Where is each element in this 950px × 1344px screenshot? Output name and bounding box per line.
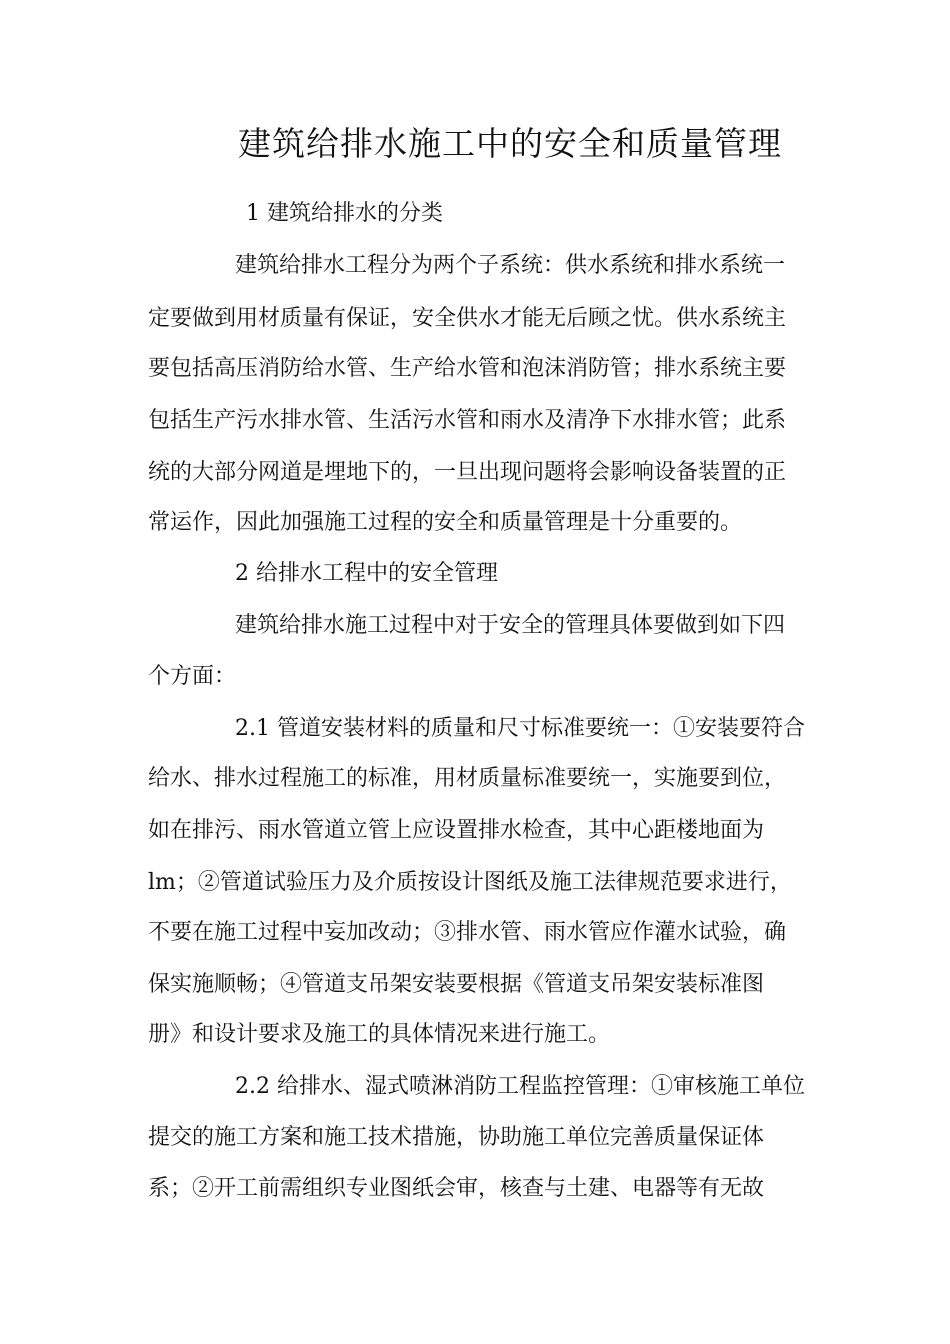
- paragraph-line: 建筑给排水工程分为两个子系统：供水系统和排水系统一: [235, 253, 786, 278]
- paragraph-line: 保实施顺畅；④管道支吊架安装要根据《管道支吊架安装标准图: [148, 972, 765, 997]
- section-heading-2: 2 给排水工程中的安全管理: [235, 561, 498, 586]
- paragraph-line: 不要在施工过程中妄加改动；③排水管、雨水管应作灌水试验，确: [148, 920, 787, 945]
- paragraph-line: 系；②开工前需组织专业图纸会审，核查与土建、电器等有无故: [148, 1176, 765, 1201]
- paragraph-line: 册》和设计要求及施工的具体情况来进行施工。: [148, 1022, 611, 1047]
- paragraph-line: 包括生产污水排水管、生活污水管和雨水及清净下水排水管；此系: [148, 408, 787, 433]
- paragraph-line: 统的大部分网道是埋地下的，一旦出现问题将会影响设备装置的正: [148, 460, 787, 485]
- paragraph-line: 个方面：: [148, 664, 237, 689]
- document-title: 建筑给排水施工中的安全和质量管理: [238, 124, 782, 163]
- paragraph-line: 如在排污、雨水管道立管上应设置排水检查，其中心距楼地面为: [148, 818, 765, 843]
- paragraph-line: 要包括高压消防给水管、生产给水管和泡沫消防管；排水系统主要: [148, 356, 787, 381]
- paragraph-line: 常运作，因此加强施工过程的安全和质量管理是十分重要的。: [148, 510, 743, 535]
- section-heading-1: 1 建筑给排水的分类: [246, 201, 443, 226]
- paragraph-line: 建筑给排水施工过程中对于安全的管理具体要做到如下四: [235, 613, 786, 638]
- paragraph-line: 给水、排水过程施工的标准，用材质量标准要统一，实施要到位，: [148, 766, 787, 791]
- paragraph-line: lm；②管道试验压力及介质按设计图纸及施工法律规范要求进行，: [148, 870, 792, 895]
- paragraph-line: 2.1 管道安装材料的质量和尺寸标准要统一：①安装要符合: [235, 716, 805, 741]
- paragraph-line: 2.2 给排水、湿式喷淋消防工程监控管理：①审核施工单位: [235, 1074, 805, 1099]
- paragraph-line: 提交的施工方案和施工技术措施，协助施工单位完善质量保证体: [148, 1125, 765, 1150]
- paragraph-line: 定要做到用材质量有保证，安全供水才能无后顾之忧。供水系统主: [148, 306, 787, 331]
